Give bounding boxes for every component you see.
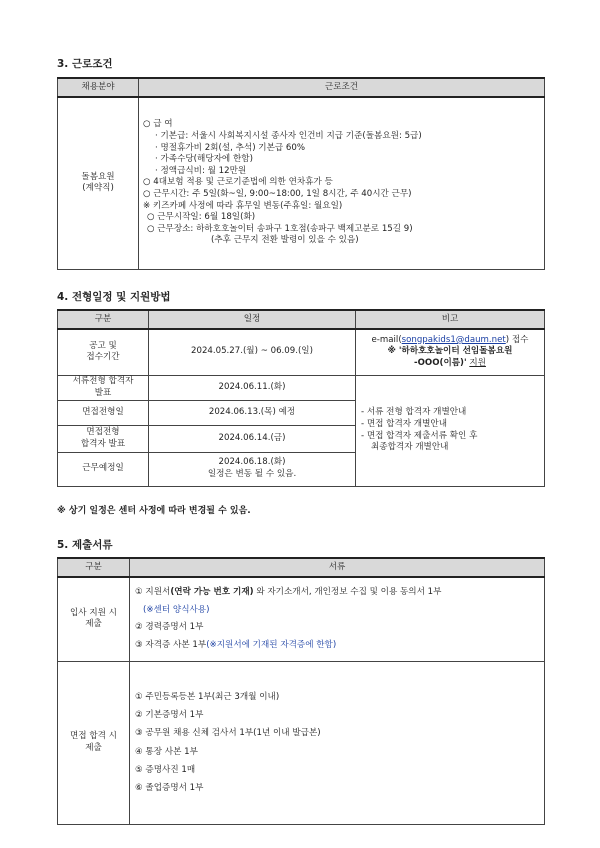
documents-table [57,557,545,825]
label-line: 입사 지원 시 [70,607,117,618]
condition-line: · 정액급식비: 월 12만원 [155,165,247,176]
doc-item-text: ③ 자격증 사본 1부 [135,639,207,650]
apply-note-line [356,358,544,370]
pass-docs-list [130,661,545,824]
row-label-line: 공고 및 [89,340,117,351]
section-3-title: 3. 근로조건 [57,58,113,70]
doc-item [135,637,539,655]
condition-line: ○ 4대보험 적용 및 근로기준법에 의한 연차휴가 등 [143,177,333,188]
row-schedule: 2024.05.27.(월) ~ 06.09.(일) [149,329,356,375]
header-schedule: 일정 [149,310,356,329]
header-conditions: 근로조건 [139,78,545,97]
label-line: 제출 [85,742,102,753]
email-prefix: e-mail( [371,334,402,345]
doc-item: ③ 공무원 채용 신체 검사서 1부(1년 이내 발급본) [135,728,321,739]
condition-line: ○ 근무시간: 주 5일(화~일, 9:00~18:00, 1일 8시간, 주 40시간 근무) [143,189,412,200]
header-remarks: 비고 [356,310,545,329]
condition-line: ○ 급 여 [143,119,173,130]
conditions-cell [139,97,545,269]
job-field-cell [58,97,139,269]
apply-note-apply: 지원 [469,358,486,369]
application-method-cell [356,329,545,375]
section-5-title: 5. 제출서류 [57,539,113,551]
row-label-line: 합격자 발표 [80,438,126,449]
header-field: 채용분야 [58,78,139,97]
condition-line: ○ 근무시작일: 6월 18일(화) [147,212,256,223]
doc-item: ⑥ 졸업증명서 1부 [135,782,204,793]
doc-item: ① 주민등록등본 1부(최근 3개월 이내) [135,692,280,703]
email-line [356,335,544,347]
schedule-line: 일정은 변동 될 수 있음. [207,469,297,479]
doc-item-note: (※센터 양식사용) [143,604,210,615]
doc-item-note: (※지원서에 기재된 자격증에 한함) [206,639,337,650]
doc-item-emphasis: (연락 가능 번호 기재) [170,587,254,598]
row-label: 근무예정일 [58,452,149,486]
row-label-line: 접수기간 [86,352,120,363]
note-line: - 면접 합격자 제출서류 확인 후 [361,430,478,441]
row-label-line: 면접전형 [86,426,120,437]
condition-line: · 가족수당(해당자에 한함) [155,154,253,165]
notes-cell [356,375,545,486]
working-conditions-table [57,77,545,270]
row-schedule [149,452,356,486]
doc-item: ④ 통장 사본 1부 [135,746,198,757]
label-line: 면접 합격 시 [70,730,117,741]
schedule-line: 2024.06.18.(화) [218,457,286,468]
header-category: 구분 [58,558,130,577]
apply-note-line: ※ '하하호호놀이터 선임돌봄요원 [387,346,513,357]
header-documents: 서류 [130,558,545,577]
condition-line: · 기본급: 서울시 사회복지시설 종사자 인건비 지급 기준(돌봄요원: 5급) [155,131,422,142]
row-label-line: 발표 [94,387,112,398]
apply-docs-label [58,577,130,661]
section-4-title: 4. 전형일정 및 지원방법 [57,291,171,303]
note-line: - 서류 전형 합격자 개별안내 [361,407,467,418]
condition-line: ※ 키즈카페 사정에 따라 휴무일 변동(주휴일: 월요일) [143,200,343,211]
row-label [58,425,149,452]
email-link[interactable]: songpakids1@daum.net [401,334,506,345]
condition-line: ○ 근무장소: 하하호호놀이터 송파구 1호점(송파구 백제고분로 15길 9) [147,223,413,234]
note-line: - 면접 합격자 개별안내 [361,418,448,429]
row-label [58,375,149,400]
doc-item: ② 경력증명서 1부 [135,622,204,633]
schedule-table [57,309,545,487]
condition-line: · 명절휴가비 2회(설, 추석) 기본급 60% [155,142,306,153]
email-suffix: ) 접수 [505,334,529,345]
doc-item-text: 와 자기소개서, 개인정보 수집 및 이용 동의서 1부 [253,587,442,598]
doc-item-text: ① 지원서 [135,587,171,598]
pass-docs-label [58,661,130,824]
job-field-name: 돌봄요원 [81,171,115,182]
row-label [58,329,149,375]
header-category: 구분 [58,310,149,329]
doc-item: ⑤ 증명사진 1매 [135,764,196,775]
condition-line: (추후 근무지 전환 발령이 있을 수 있음) [211,235,359,246]
row-schedule: 2024.06.11.(화) [149,375,356,400]
note-line: 최종합격자 개별안내 [371,442,449,453]
schedule-footnote: ※ 상기 일정은 센터 사정에 따라 변경될 수 있음. [57,506,251,516]
job-field-type: (계약직) [82,183,114,194]
row-schedule: 2024.06.14.(금) [149,425,356,452]
apply-note-name: -OOO(이름)' [414,358,467,369]
apply-docs-list [130,577,545,661]
label-line: 제출 [85,619,102,630]
doc-item: ② 기본증명서 1부 [135,710,204,721]
doc-item [135,584,539,602]
row-label-line: 서류전형 합격자 [72,375,134,386]
row-schedule: 2024.06.13.(목) 예정 [149,400,356,425]
row-label: 면접전형일 [58,400,149,425]
